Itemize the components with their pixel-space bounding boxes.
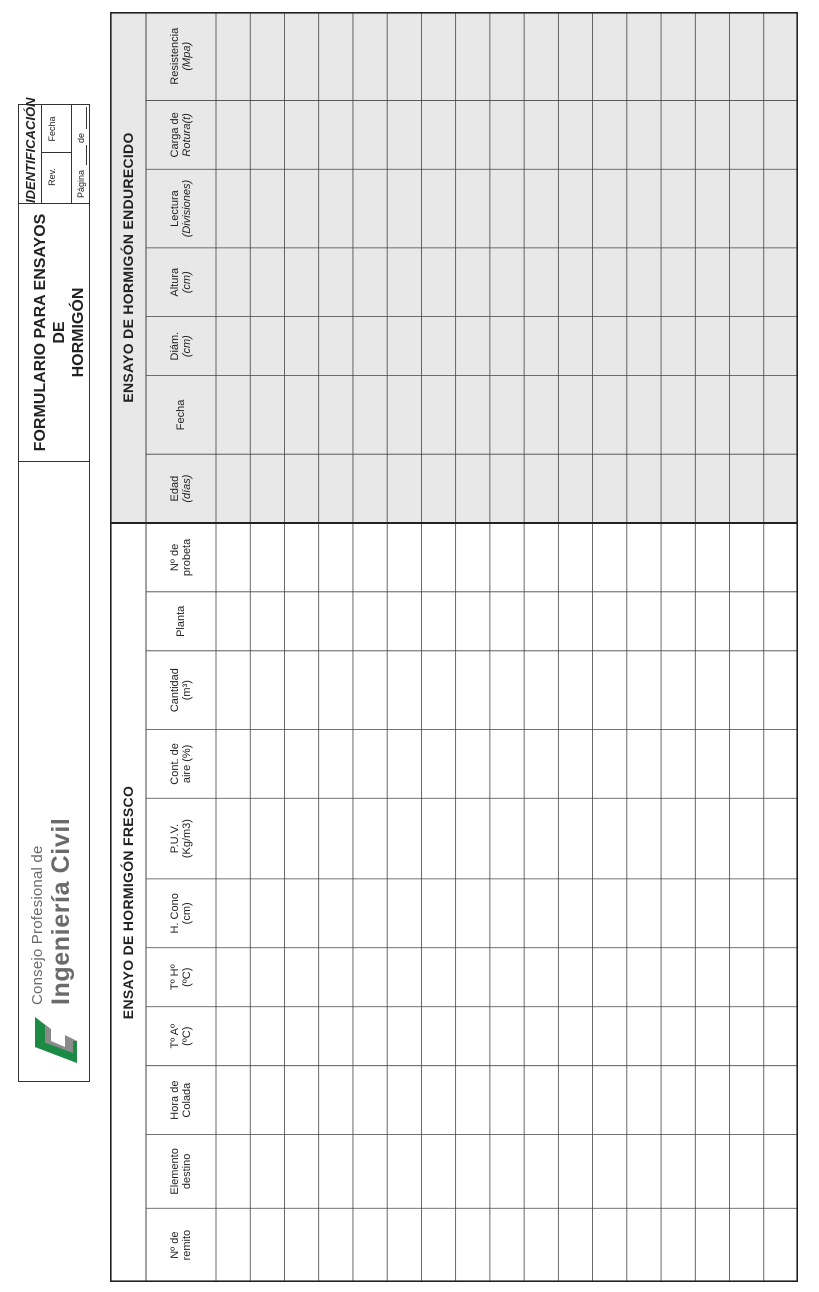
fresco-col-header-2 xyxy=(146,1066,216,1135)
col-header-line1: H. Cono xyxy=(169,893,181,934)
col-header-line2: (cm) xyxy=(181,335,193,358)
identificacion-box xyxy=(18,97,90,204)
ident-vdivider xyxy=(41,152,71,153)
fresco-col-header-7 xyxy=(146,729,216,798)
col-header-line2: (Mpa) xyxy=(181,41,193,71)
endurecido-col-header-4 xyxy=(146,169,216,248)
col-header-line2: aire (%) xyxy=(181,744,193,784)
fresco-col-header-10 xyxy=(146,523,216,592)
fresco-col-header-4 xyxy=(146,948,216,1007)
col-header-line2: Colada xyxy=(181,1082,193,1118)
col-header-line2: Rotura(t) xyxy=(181,113,193,157)
form-title-line1: FORMULARIO PARA ENSAYOS DE xyxy=(32,213,68,452)
col-header-line1: Resistencia xyxy=(169,27,181,85)
col-header-line1: Lectura xyxy=(169,190,181,227)
form-title xyxy=(31,204,88,461)
form-header xyxy=(18,0,90,1082)
endurecido-col-header-2 xyxy=(146,317,216,376)
form-title-line2: HORMIGÓN xyxy=(70,287,87,378)
col-header-line2: (Kg/m3) xyxy=(181,819,193,859)
col-header-line1: Tº Aº xyxy=(169,1023,181,1049)
fresco-col-header-8 xyxy=(146,651,216,730)
fresco-col-header-5 xyxy=(146,879,216,948)
logo-box xyxy=(18,462,90,1082)
fresco-title: ENSAYO DE HORMIGÓN FRESCO xyxy=(120,785,136,1020)
endurecido-title: ENSAYO DE HORMIGÓN ENDURECIDO xyxy=(120,132,136,403)
fresco-col-header-1 xyxy=(146,1135,216,1209)
fecha-label: Fecha xyxy=(47,116,57,142)
identificacion-title: IDENTIFICACIÓN xyxy=(23,97,38,203)
endurecido-col-header-5 xyxy=(146,100,216,169)
col-header-line1: Carga de xyxy=(169,112,181,158)
de-blank xyxy=(86,107,87,129)
col-header-line2: (Divisiones) xyxy=(181,179,193,238)
col-header-line1: Hora de xyxy=(169,1080,181,1120)
endurecido-col-header-6 xyxy=(146,12,216,100)
fresco-col-header-9 xyxy=(146,592,216,651)
col-header-line1: Cont. de xyxy=(169,743,181,785)
ident-divider-2 xyxy=(71,105,72,203)
col-header-line1: P.U.V. xyxy=(169,823,181,854)
cpic-logo-icon xyxy=(29,1011,81,1069)
pagina-blank xyxy=(86,145,87,165)
col-header-line1: Planta xyxy=(175,605,187,637)
endurecido-col-header-1 xyxy=(146,376,216,455)
ident-divider xyxy=(41,105,42,203)
logo-text-ingenieria: Ingeniería Civil xyxy=(47,817,75,1005)
col-header-line2: (días) xyxy=(181,474,193,503)
col-header-line2: remito xyxy=(181,1229,193,1261)
logo-text-consejo: Consejo Profesional de xyxy=(29,845,46,1005)
col-header-line2: probeta xyxy=(181,538,193,577)
col-header-line2: (cm) xyxy=(181,902,193,925)
title-box xyxy=(18,204,90,462)
col-header-line2: (m³) xyxy=(181,680,193,701)
endurecido-col-header-3 xyxy=(146,248,216,317)
fresco-col-header-3 xyxy=(146,1007,216,1066)
de-label: de xyxy=(76,133,86,144)
col-header-line1: Altura xyxy=(169,267,181,297)
col-header-line1: Edad xyxy=(169,475,181,502)
col-header-line2: (ºC) xyxy=(181,967,193,987)
col-header-line2: (cm) xyxy=(181,271,193,294)
endurecido-col-header-0 xyxy=(146,454,216,523)
rev-label: Rev. xyxy=(47,168,57,186)
col-header-line1: Elemento xyxy=(169,1148,181,1195)
col-header-line2: (ºC) xyxy=(181,1026,193,1046)
col-header-line2: destino xyxy=(181,1153,193,1190)
col-header-line1: Nº de xyxy=(169,543,181,572)
data-grid xyxy=(110,12,798,1282)
fresco-col-header-6 xyxy=(146,798,216,879)
col-header-line1: Fecha xyxy=(175,399,187,431)
col-header-line1: Diám. xyxy=(169,331,181,361)
fresco-col-header-0 xyxy=(146,1208,216,1282)
col-header-line1: Tº Hº xyxy=(169,964,181,991)
pagina-label: Página xyxy=(76,169,86,199)
col-header-line1: Cantidad xyxy=(169,668,181,713)
col-header-line1: Nº de xyxy=(169,1231,181,1259)
